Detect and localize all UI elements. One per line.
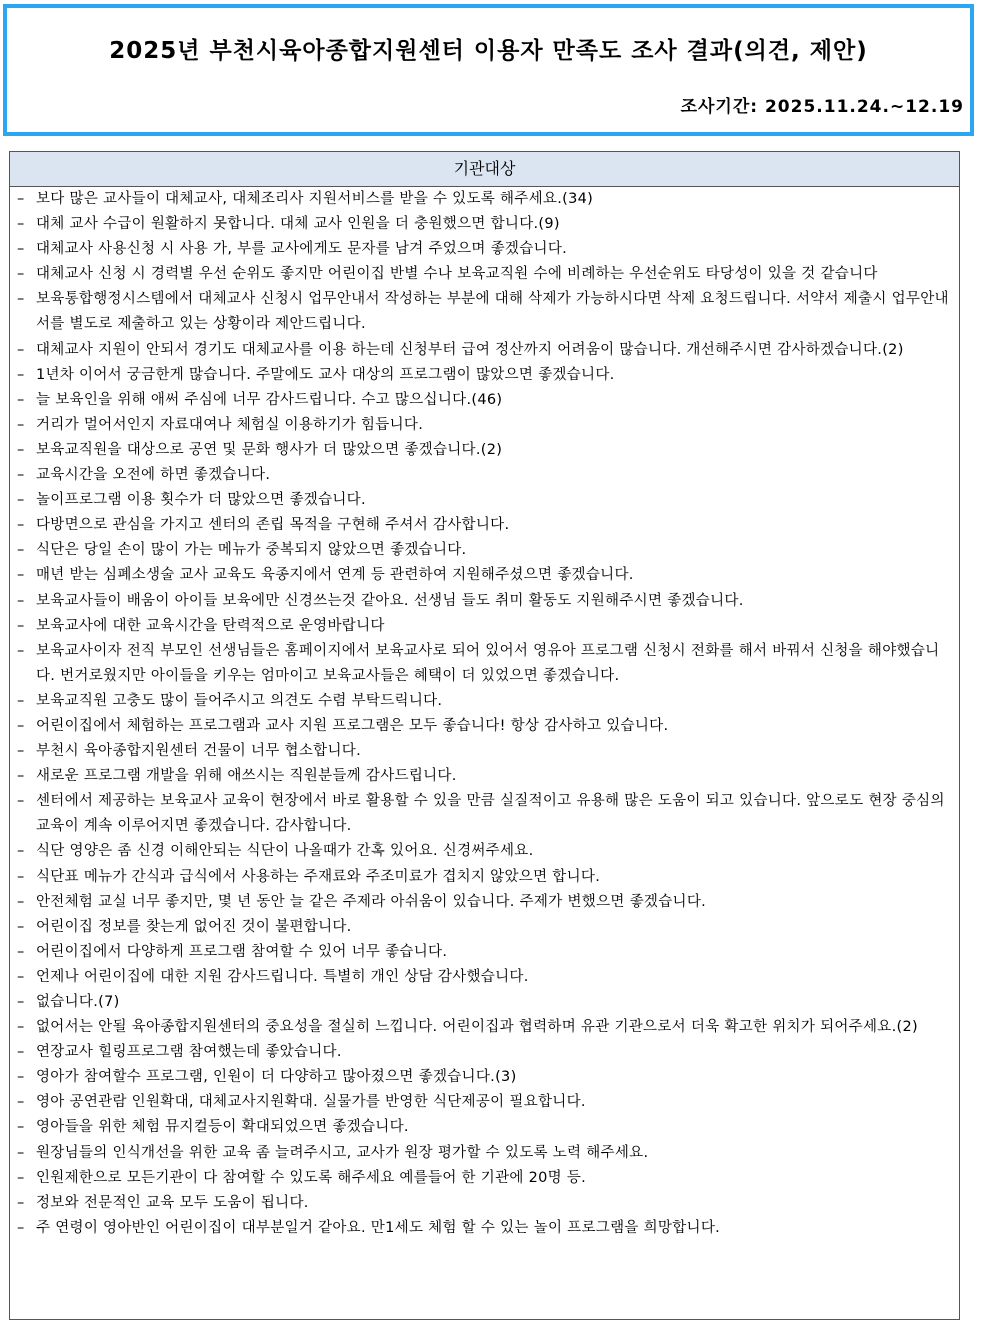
list-item: – 교육시간을 오전에 하면 좋겠습니다. bbox=[10, 463, 959, 488]
list-item: – 늘 보육인을 위해 애써 주심에 너무 감사드립니다. 수고 많으십니다.(46) bbox=[10, 388, 959, 413]
list-item: – 부천시 육아종합지원센터 건물이 너무 협소합니다. bbox=[10, 739, 959, 764]
list-item: – 보육교사이자 전직 부모인 선생님들은 홈페이지에서 보육교사로 되어 있어서 영유아 프로그램 신청시 전화를 해서 바꿔서 신청을 해야했습니다. 번거로웠지만 아이들을 키우는 엄마이고 보육교사들은 혜택이 더 있었으면 좋겠습니다. bbox=[10, 639, 959, 689]
list-item: – 안전체험 교실 너무 좋지만, 몇 년 동안 늘 같은 주제라 아쉬움이 있습니다. 주제가 변했으면 좋겠습니다. bbox=[10, 890, 959, 915]
feedback-table bbox=[9, 151, 960, 1320]
list-item: – 정보와 전문적인 교육 모두 도움이 됩니다. bbox=[10, 1191, 959, 1216]
list-item: – 보육교사들이 배움이 아이들 보육에만 신경쓰는것 같아요. 선생님 들도 취미 활동도 지원해주시면 좋겠습니다. bbox=[10, 589, 959, 614]
list-item: – 보육교직원 고충도 많이 들어주시고 의견도 수렴 부탁드릭니다. bbox=[10, 689, 959, 714]
list-item: – 없습니다.(7) bbox=[10, 990, 959, 1015]
list-item: – 어린이집에서 다양하게 프로그램 참여할 수 있어 너무 좋습니다. bbox=[10, 940, 959, 965]
list-item: – 영아 공연관람 인원확대, 대체교사지원확대. 실물가를 반영한 식단제공이 필요합니다. bbox=[10, 1090, 959, 1115]
table-heading: 기관대상 bbox=[10, 152, 959, 187]
list-item: – 어린이집에서 체험하는 프로그램과 교사 지원 프로그램은 모두 좋습니다! 항상 감사하고 있습니다. bbox=[10, 714, 959, 739]
list-item: – 대체교사 지원이 안되서 경기도 대체교사를 이용 하는데 신청부터 급여 정산까지 어려움이 많습니다. 개선해주시면 감사하겠습니다.(2) bbox=[10, 338, 959, 363]
page-title: 2025년 부천시육아종합지원센터 이용자 만족도 조사 결과(의견, 제안) bbox=[109, 38, 868, 64]
list-item: – 보육교직원을 대상으로 공연 및 문화 행사가 더 많았으면 좋겠습니다.(2) bbox=[10, 438, 959, 463]
list-item: – 새로운 프로그램 개발을 위해 애쓰시는 직원분들께 감사드립니다. bbox=[10, 764, 959, 789]
list-item: – 보육교사에 대한 교육시간을 탄력적으로 운영바랍니다 bbox=[10, 614, 959, 639]
list-item: – 거리가 멀어서인지 자료대여나 체험실 이용하기가 힘듭니다. bbox=[10, 413, 959, 438]
list-item: – 센터에서 제공하는 보육교사 교육이 현장에서 바로 활용할 수 있을 만큼 실질적이고 유용해 많은 도움이 되고 있습니다. 앞으로도 현장 중심의 교육이 계속 이루어지면 좋겠습니다. 감사합니다. bbox=[10, 789, 959, 839]
list-item: – 매년 받는 심폐소생술 교사 교육도 육종지에서 연계 등 관련하여 지원해주셨으면 좋겠습니다. bbox=[10, 563, 959, 588]
list-item: – 대체교사 사용신청 시 사용 가, 부를 교사에게도 문자를 남겨 주었으며 좋겠습니다. bbox=[10, 237, 959, 262]
list-item: – 영아가 참여할수 프로그램, 인원이 더 다양하고 많아졌으면 좋겠습니다.(3) bbox=[10, 1065, 959, 1090]
list-item: – 언제나 어린이집에 대한 지원 감사드립니다. 특별히 개인 상담 감사했습니다. bbox=[10, 965, 959, 990]
list-item: – 다방면으로 관심을 가지고 센터의 존립 목적을 구현해 주셔서 감사합니다. bbox=[10, 513, 959, 538]
feedback-list bbox=[10, 187, 959, 1241]
report-header bbox=[3, 4, 974, 136]
list-item: – 주 연령이 영아반인 어린이집이 대부분일거 같아요. 만1세도 체험 할 수 있는 놀이 프로그램을 희망합니다. bbox=[10, 1216, 959, 1241]
list-item: – 보육통합행정시스템에서 대체교사 신청시 업무안내서 작성하는 부분에 대해 삭제가 가능하시다면 삭제 요청드립니다. 서약서 제출시 업무안내서를 별도로 제출하고 있는 상황이라 제안드립니다. bbox=[10, 287, 959, 337]
list-item: – 영아들을 위한 체험 뮤지컬등이 확대되었으면 좋겠습니다. bbox=[10, 1115, 959, 1140]
list-item: – 1년차 이어서 궁금한게 많습니다. 주말에도 교사 대상의 프로그램이 많았으면 좋겠습니다. bbox=[10, 363, 959, 388]
list-item: – 식단 영양은 좀 신경 이해안되는 식단이 나올때가 간혹 있어요. 신경써주세요. bbox=[10, 839, 959, 864]
list-item: – 원장님들의 인식개선을 위한 교육 좀 늘려주시고, 교사가 원장 평가할 수 있도록 노력 해주세요. bbox=[10, 1141, 959, 1166]
list-item: – 인원제한으로 모든기관이 다 참여할 수 있도록 해주세요 예를들어 한 기관에 20명 등. bbox=[10, 1166, 959, 1191]
list-item: – 식단표 메뉴가 간식과 급식에서 사용하는 주재료와 주조미료가 겹치지 않았으면 합니다. bbox=[10, 865, 959, 890]
list-item: – 대체 교사 수급이 원활하지 못합니다. 대체 교사 인원을 더 충원했으면 합니다.(9) bbox=[10, 212, 959, 237]
list-item: – 식단은 당일 손이 많이 가는 메뉴가 중복되지 않았으면 좋겠습니다. bbox=[10, 538, 959, 563]
survey-period: 조사기간: 2025.11.24.~12.19 bbox=[680, 97, 964, 117]
list-item: – 없어서는 안될 육아종합지원센터의 중요성을 절실히 느낍니다. 어린이집과 협력하며 유관 기관으로서 더욱 확고한 위치가 되어주세요.(2) bbox=[10, 1015, 959, 1040]
list-item: – 대체교사 신청 시 경력별 우선 순위도 좋지만 어린이집 반별 수나 보육교직원 수에 비례하는 우선순위도 타당성이 있을 것 같습니다 bbox=[10, 262, 959, 287]
list-item: – 연장교사 힐링프로그램 참여했는데 좋았습니다. bbox=[10, 1040, 959, 1065]
list-item: – 보다 많은 교사들이 대체교사, 대체조리사 지원서비스를 받을 수 있도록 해주세요.(34) bbox=[10, 187, 959, 212]
list-item: – 놀이프로그램 이용 횟수가 더 많았으면 좋겠습니다. bbox=[10, 488, 959, 513]
list-item: – 어린이집 정보를 찾는게 없어진 것이 불편합니다. bbox=[10, 915, 959, 940]
